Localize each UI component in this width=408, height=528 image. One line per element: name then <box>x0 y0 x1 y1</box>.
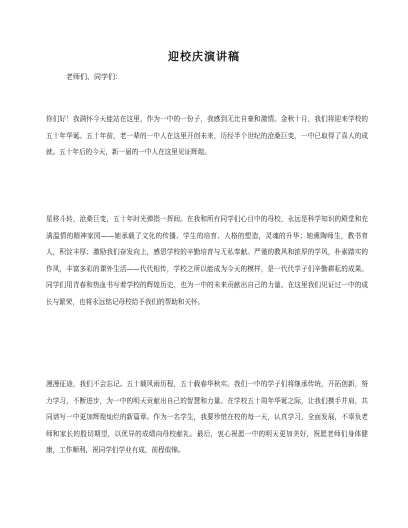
greeting: 老师们、同学们： <box>66 73 122 81</box>
paragraph-2: 星移斗转，沧桑巨变，五十年时光弹指一挥间。在我和所有同学们心目中的母校，永远是科学知识的殿堂和充满温情的精神家园——她承载了文化的传播、学生的培育、人格的塑造，灵魂的升华；她熏陶师生，教书育人，积淀丰厚；激励我们奋发向上，感恩学校的辛勤培育与无私奉献。严谨的教风和浓厚的学风，朴素踏实的作风，丰富多彩的课外生活——代代相传，学校之所以能成为今天的模样，是一代代学子们辛勤耕耘的成果。同学们用青春和热血书写着学校的辉煌历史，也为一中的未来贡献出自己的力量。在这里我们见证过一中的成长与繁荣，也将永远铭记母校给予我们的帮助和关怀。 <box>46 215 368 306</box>
document-title: 迎校庆演讲稿 <box>168 50 240 63</box>
paragraph-3: 漫漫征途，我们不会忘记。五十载风雨历程，五十载春华秋实。我们一中的学子们将继承传统，开拓创新，努力学习，不断进步，为一中的明天贡献出自己的智慧和力量。在学校五十周年华诞之际，让我们携手并肩，共同谱写一中更加辉煌灿烂的新篇章。作为一名学生，我要珍惜在校的每一天，认真学习，全面发展，不辜负老师和家长的殷切期望，以优异的成绩向母校献礼。最后，衷心祝愿一中的明天更加美好，祝愿老师们身体健康，工作顺利，祝同学们学业有成，前程似锦。 <box>46 380 368 454</box>
paragraph-1: 你们好！我满怀今天能站在这里，作为一中的一份子，我感到无比自豪和激情。金秋十月，我们将迎来学校的五十年华诞。五十年前，老一辈的一中人在这里开创未来，历经半个世纪的沧桑巨变，一中已取得了喜人的成就。五十年后的今天，新一届的一中人在这里见证辉煌。 <box>46 115 368 156</box>
